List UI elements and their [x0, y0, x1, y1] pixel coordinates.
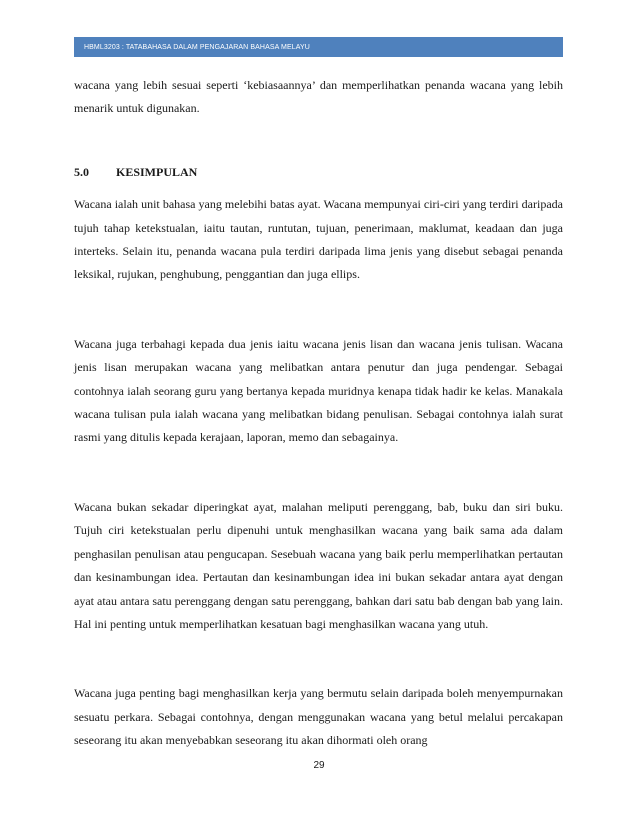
running-header-text: HBML3203 : TATABAHASA DALAM PENGAJARAN BAHASA MELAYU	[84, 43, 310, 51]
paragraph-2: Wacana juga terbahagi kepada dua jenis iaitu wacana jenis lisan dan wacana jenis tulisan. Wacana jenis lisan merupakan wacana yang melibatkan antara penutur dan juga pendengar. Sebagai contohnya ialah seorang guru yang bertanya kepada muridnya kenapa tidak hadir ke kelas. Manakala wacana tulisan pula ialah wacana yang melibatkan bidang penulisan. Sebagai contohnya ialah surat rasmi yang ditulis kepada kerajaan, laporan, memo dan sebagainya.	[74, 336, 563, 445]
page-body	[74, 74, 563, 753]
section-heading	[74, 161, 563, 184]
paragraph-1: Wacana ialah unit bahasa yang melebihi batas ayat. Wacana mempunyai ciri-ciri yang terdiri daripada tujuh tahap ketekstualan, iaitu tautan, runtutan, tujuan, penerimaan, maklumat, keadaan dan juga interteks. Selain itu, penanda wacana pula terdiri daripada lima jenis yang disebut sebagai penanda leksikal, rujukan, penghubung, penggantian dan juga ellips.	[74, 197, 563, 282]
paragraph-3: Wacana bukan sekadar diperingkat ayat, malahan meliputi perenggang, bab, buku dan siri buku. Tujuh ciri ketekstualan perlu dipenuhi untuk menghasilkan wacana yang baik sama ada dalam penghasilan penulisan atau pengucapan. Sesebuah wacana yang baik perlu memperlihatkan pertautan dan kesinambungan idea. Pertautan dan kesinambungan idea ini bukan sekadar antara ayat dengan ayat atau antara satu perenggang dengan satu perenggang, bahkan dari satu bab dengan bab yang lain. Hal ini penting untuk memperlihatkan kesatuan bagi menghasilkan wacana yang utuh.	[74, 499, 563, 631]
continuation-paragraph: wacana yang lebih sesuai seperti ‘kebiasaannya’ dan memperlihatkan penanda wacana yang lebih menarik untuk digunakan.	[74, 78, 563, 116]
section-number: 5.0	[74, 164, 89, 179]
running-header-bar	[74, 37, 563, 57]
section-title: KESIMPULAN	[116, 164, 198, 179]
page-number: 29	[313, 760, 325, 771]
paragraph-4: Wacana juga penting bagi menghasilkan kerja yang bermutu selain daripada boleh menyempurnakan sesuatu perkara. Sebagai contohnya, dengan menggunakan wacana yang betul melalui percakapan seseorang itu akan menyebabkan seseorang itu akan dihormati oleh orang	[74, 686, 563, 748]
